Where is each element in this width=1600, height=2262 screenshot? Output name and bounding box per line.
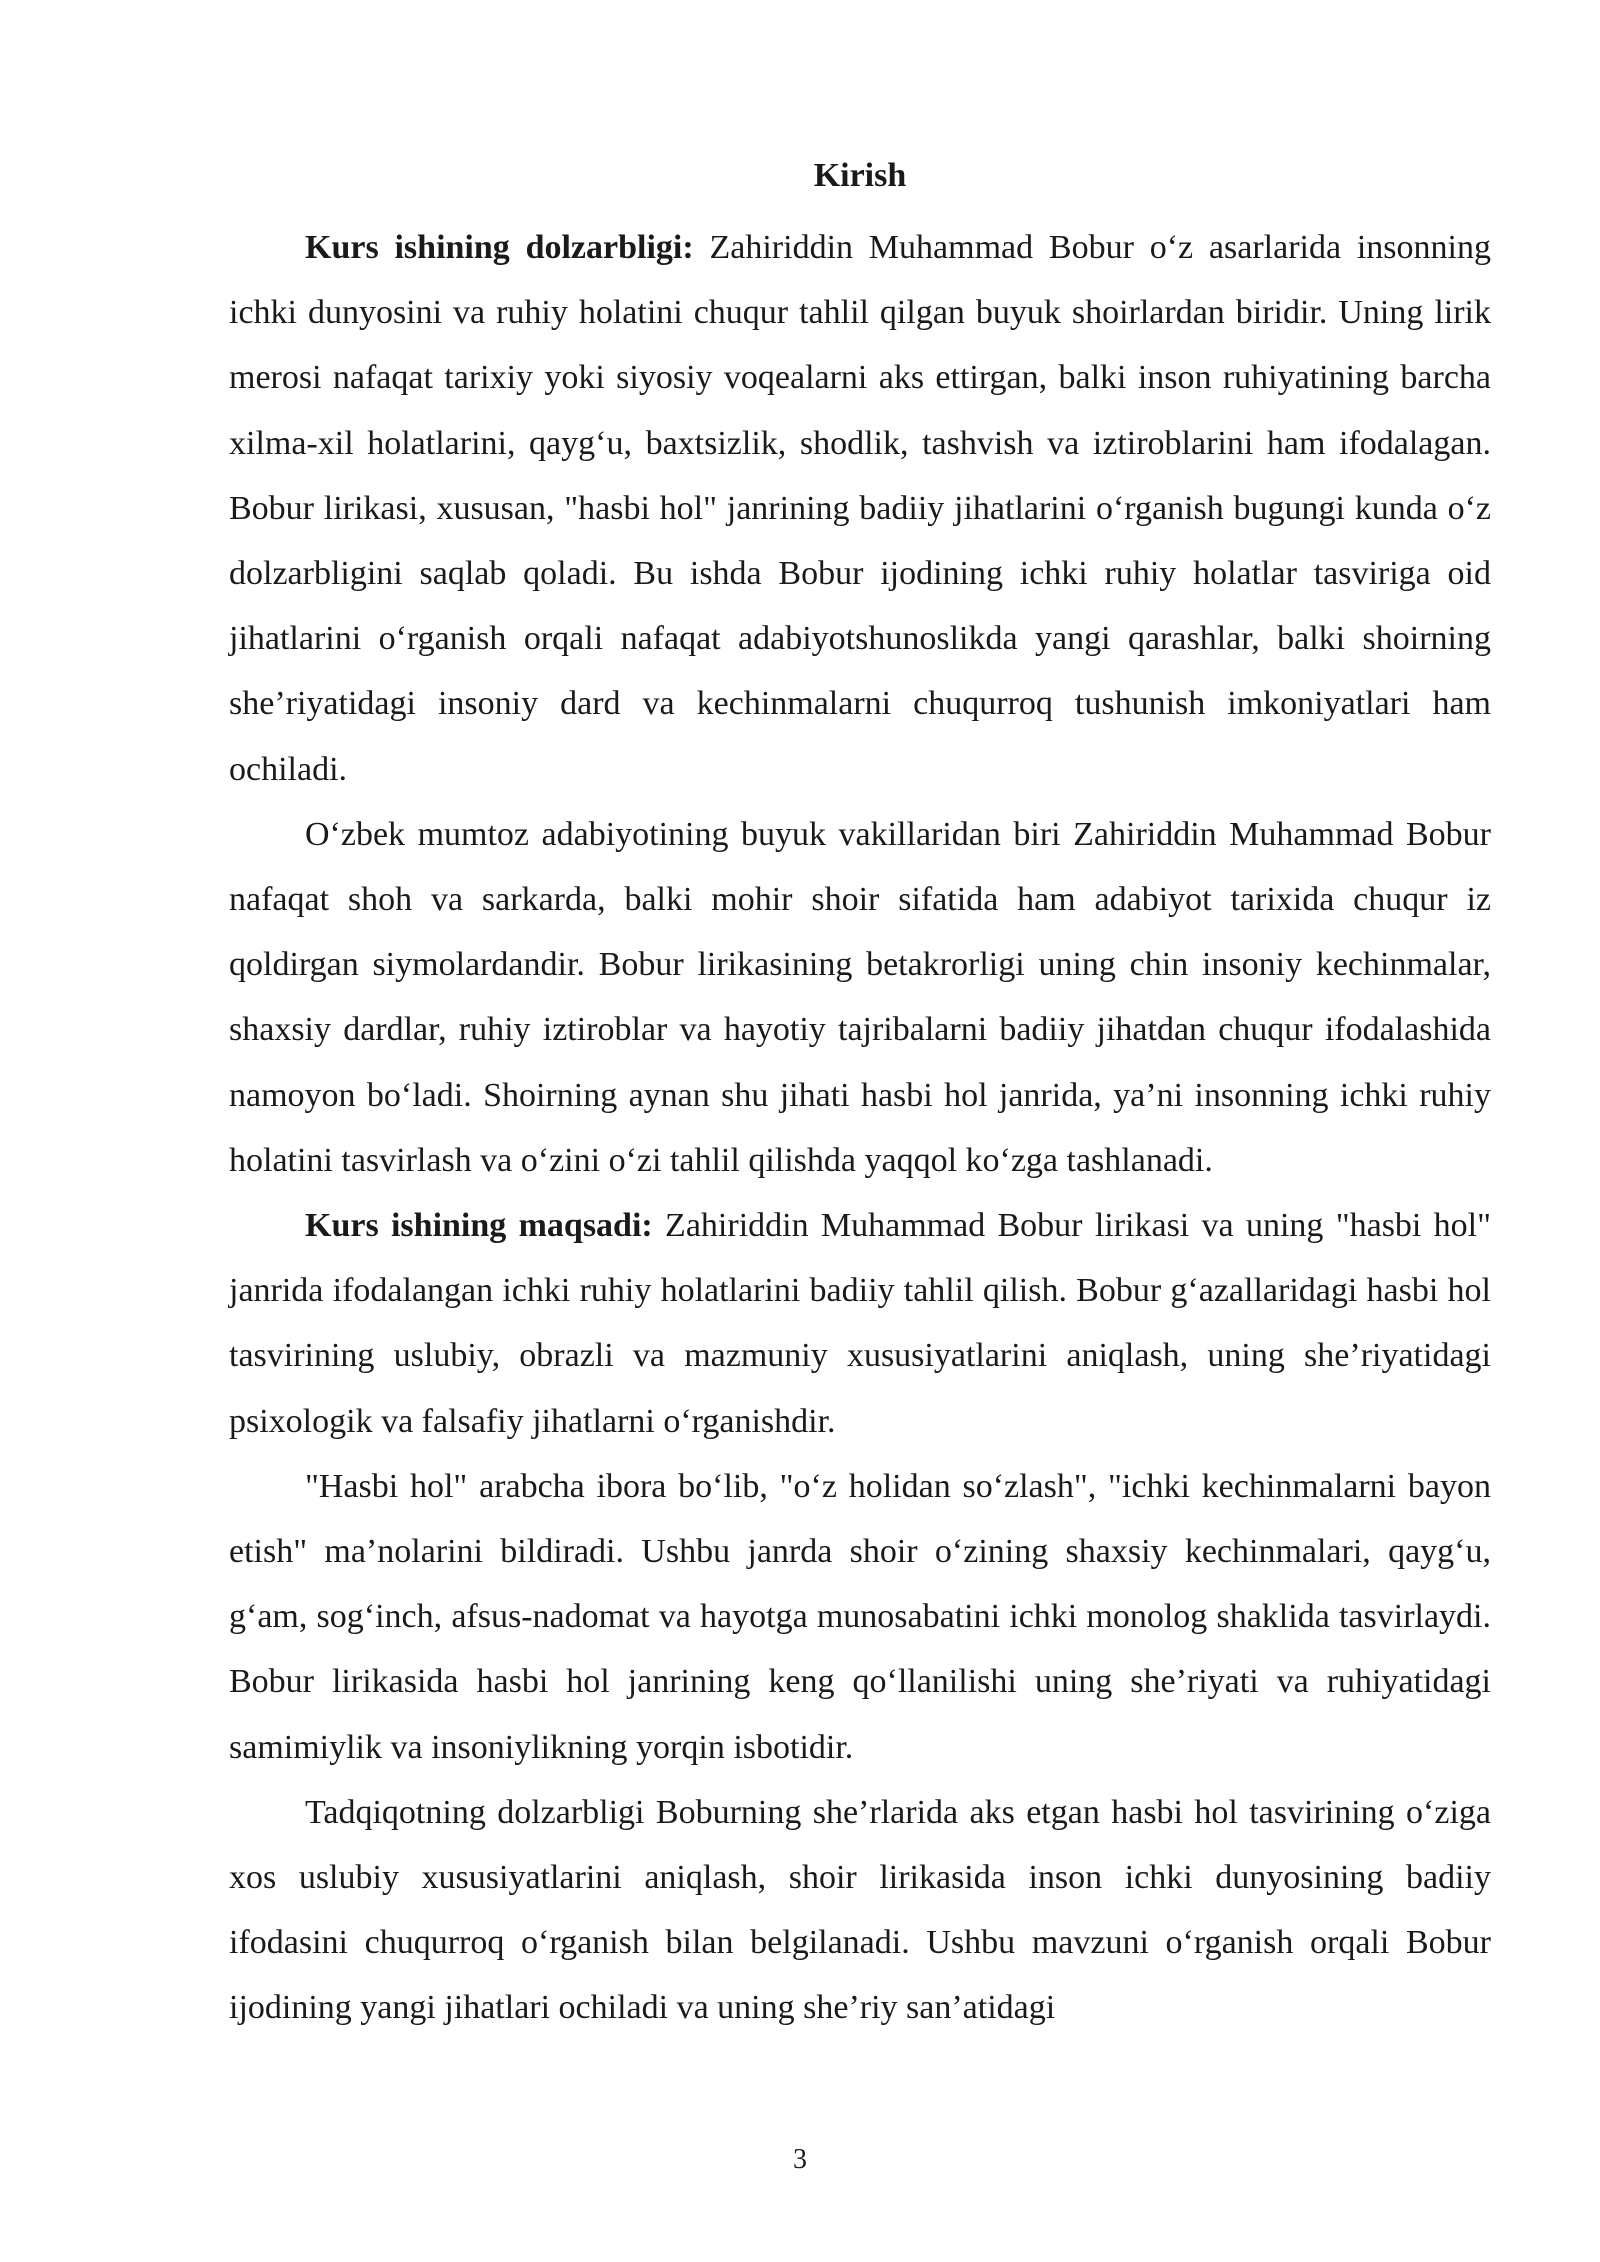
paragraph-relevance (229, 215, 1491, 802)
paragraph-text: Zahiriddin Muhammad Bobur lirikasi va uning "hasbi hol" janrida ifodalangan ichki ruhiy holatlarini badiiy tahlil qilish. Bobur g‘azallaridagi hasbi hol tasvirining uslubiy, obrazli va mazmuniy xususiyatlarini aniqlash, uning she’riyatidagi psixologik va falsafiy jihatlarni o‘rganishdir. (229, 1207, 1492, 1440)
paragraph-text: "Hasbi hol" arabcha ibora bo‘lib, "o‘z holidan so‘zlash", "ichki kechinmalarni bayon etish" ma’nolarini bildiradi. Ushbu janrda shoir o‘zining shaxsiy kechinmalari, qayg‘u, g‘am, sog‘inch, afsus-nadomat va hayotga munosabatini ichki monolog shaklida tasvirlaydi. Bobur lirikasida hasbi hol janrining keng qo‘llanilishi uning she’riyati va ruhiyatidagi samimiylik va insoniylikning yorqin isbotidir. (229, 1467, 1491, 1766)
paragraph-research-relevance (229, 1780, 1491, 2041)
paragraph-text: Zahiriddin Muhammad Bobur o‘z asarlarida insonning ichki dunyosini va ruhiy holatini chuqur tahlil qilgan buyuk shoirlardan biridir. Uning lirik merosi nafaqat tarixiy yoki siyosiy voqealarni aks ettirgan, balki inson ruhiyatining barcha xilma-xil holatlarini, qayg‘u, baxtsizlik, shodlik, tashvish va iztiroblarini ham ifodalagan. Bobur lirikasi, xususan, "hasbi hol" janrining badiiy jihatlarini o‘rganish bugungi kunda o‘z dolzarbligini saqlab qoladi. Bu ishda Bobur ijodining ichki ruhiy holatlar tasviriga oid jihatlarini o‘rganish orqali nafaqat adabiyotshunoslikda yangi qarashlar, balki shoirning she’riyatidagi insoniy dard va kechinmalarni chuqurroq tushunish imkoniyatlari ham ochiladi. (229, 229, 1491, 788)
page-number: 3 (793, 2144, 807, 2175)
paragraph-text: Tadqiqotning dolzarbligi Boburning she’rlarida aks etgan hasbi hol tasvirining o‘ziga xos uslubiy xususiyatlarini aniqlash, shoir lirikasida inson ichki dunyosining badiiy ifodasini chuqurroq o‘rganish bilan belgilanadi. Ushbu mavzuni o‘rganish orqali Bobur ijodining yangi jihatlari ochiladi va uning she’riy san’atidagi (229, 1793, 1491, 2027)
paragraph-lead: Kurs ishining maqsadi: (305, 1207, 653, 1245)
section-heading: Kirish (813, 157, 907, 194)
paragraph-bobur-legacy (229, 802, 1491, 1193)
paragraph-hasbi-hol-definition (229, 1454, 1491, 1780)
paragraph-text: O‘zbek mumtoz adabiyotining buyuk vakillaridan biri Zahiriddin Muhammad Bobur nafaqat shoh va sarkarda, balki mohir shoir sifatida ham adabiyot tarixida chuqur iz qoldirgan siymolardandir. Bobur lirikasining betakrorligi uning chin insoniy kechinmalar, shaxsiy dardlar, ruhiy iztiroblar va hayotiy tajribalarni badiiy jihatdan chuqur ifodalashida namoyon bo‘ladi. Shoirning aynan shu jihati hasbi hol janrida, ya’ni insonning ichki ruhiy holatini tasvirlash va o‘zini o‘zi tahlil qilishda yaqqol ko‘zga tashlanadi. (229, 815, 1491, 1179)
paragraph-lead: Kurs ishining dolzarbligi: (305, 229, 694, 266)
document-page (229, 150, 1491, 2041)
paragraph-aim (229, 1193, 1491, 1454)
